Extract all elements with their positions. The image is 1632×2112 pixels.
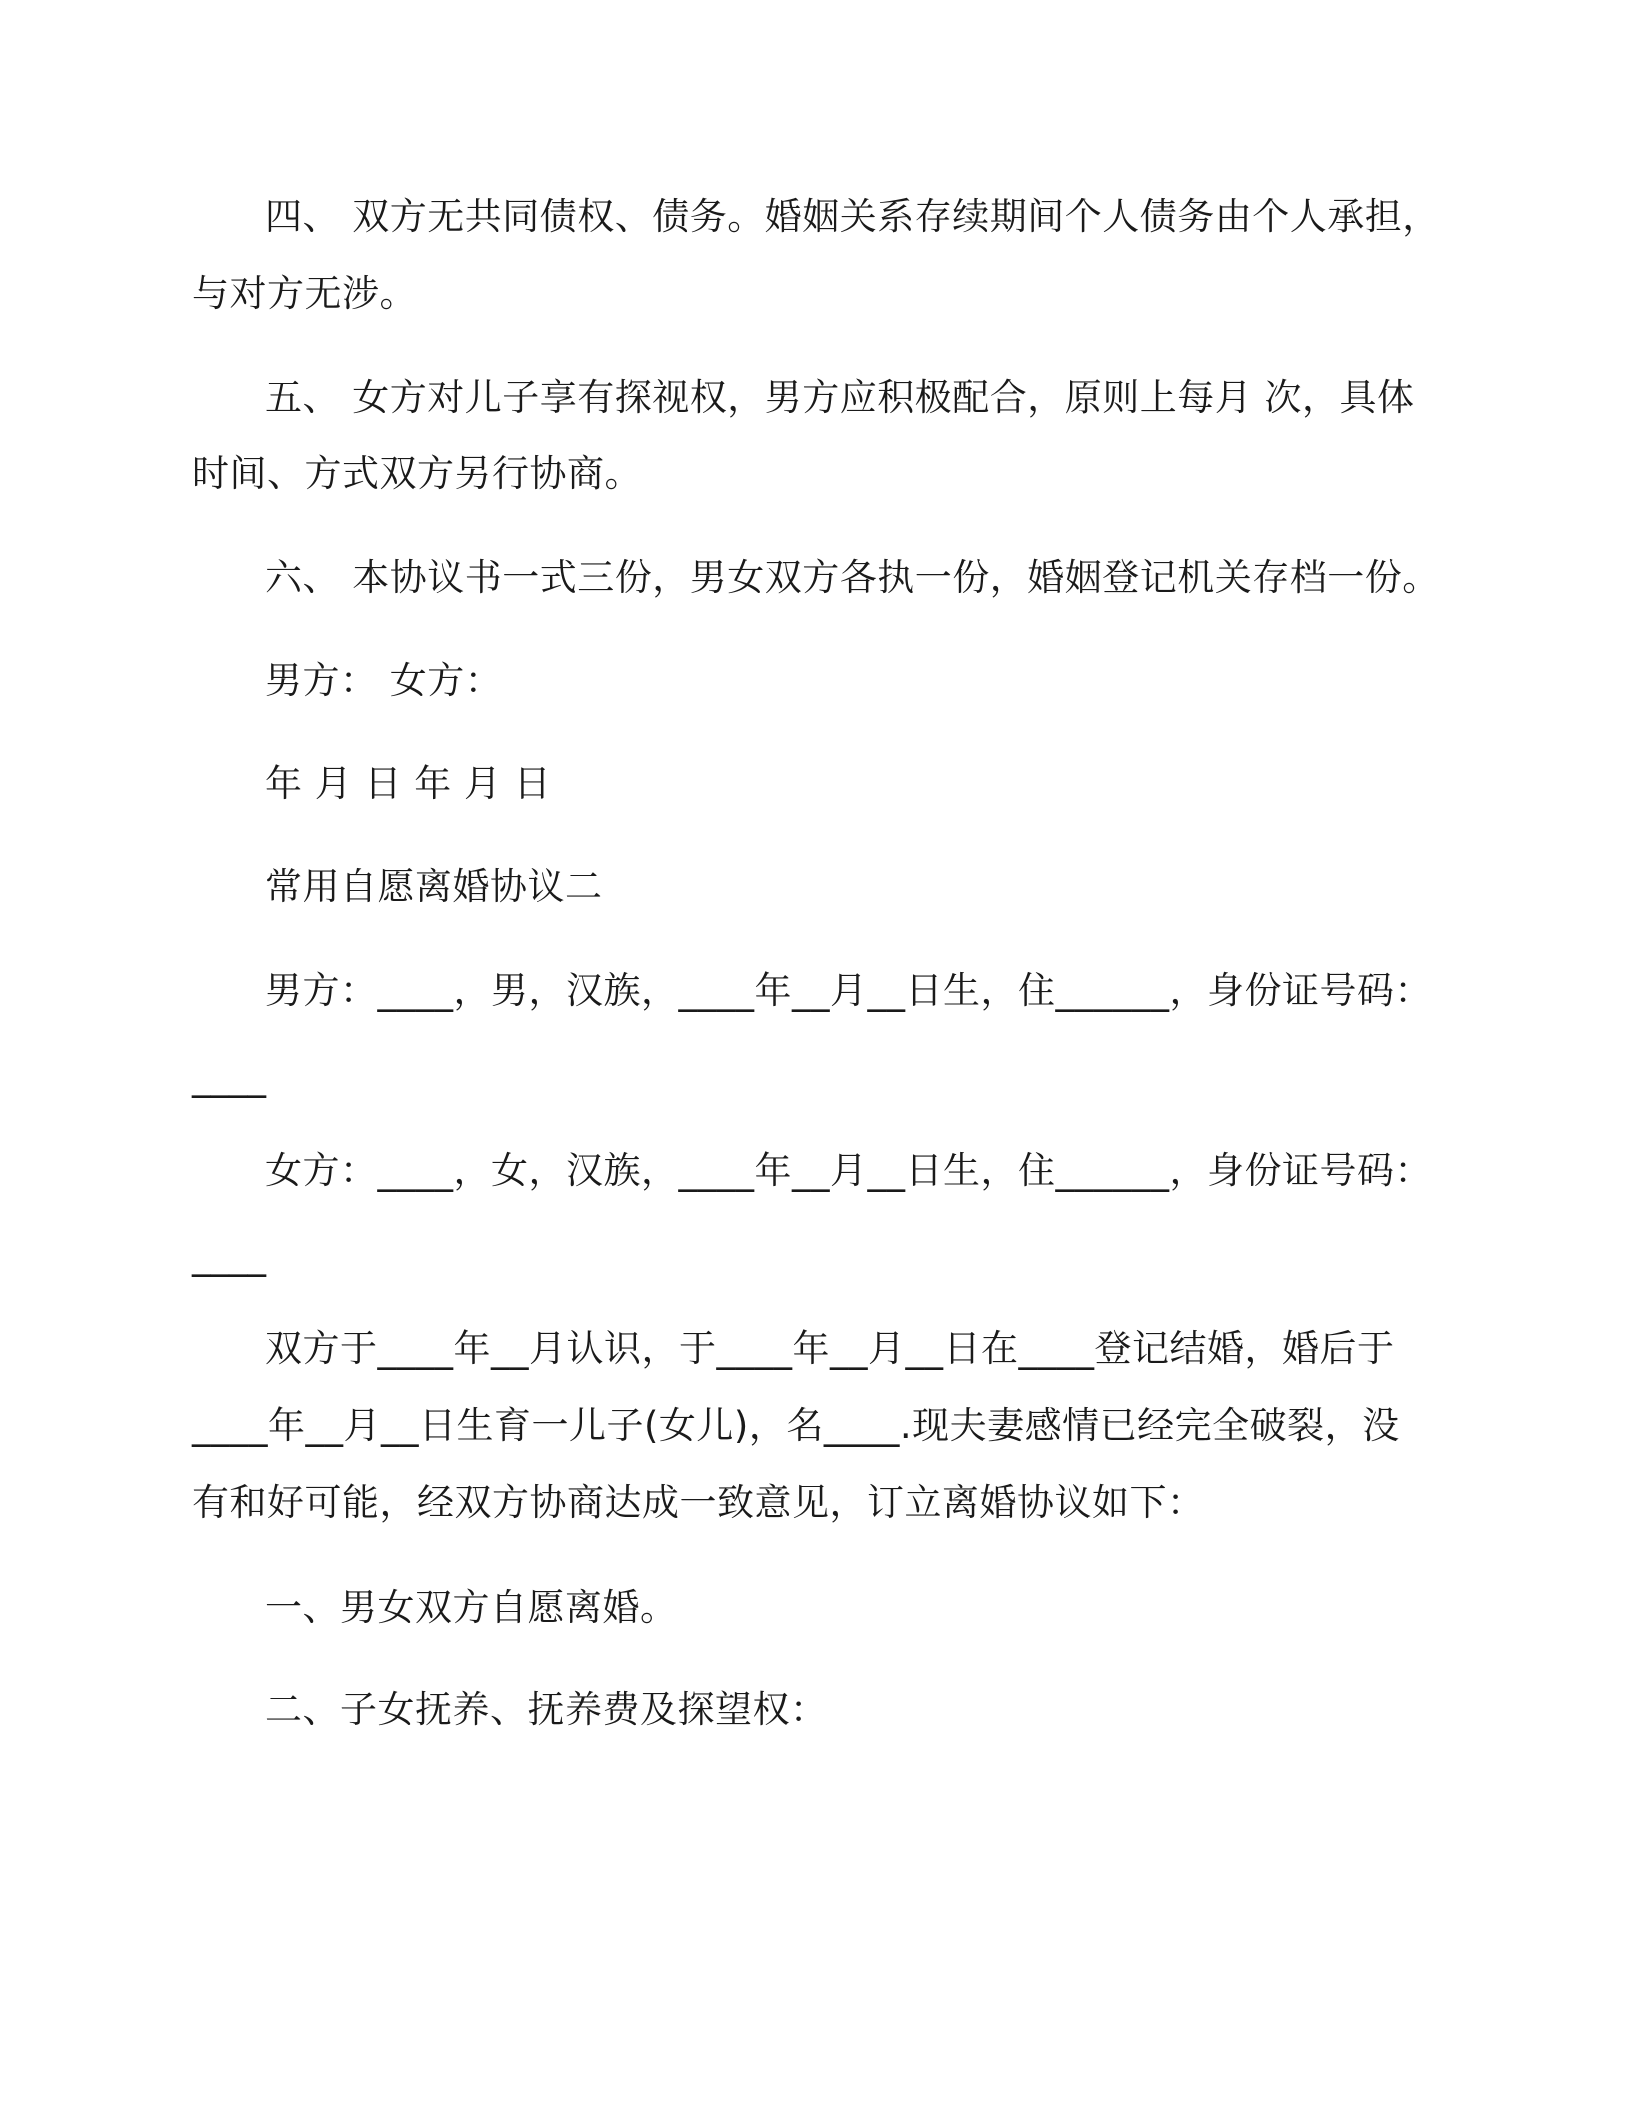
male-party-line-2: ____	[192, 1055, 266, 1098]
both-parties-line-2: ____年__月__日生育一儿子(女儿)，名____.现夫妻感情已经完全破裂，没	[192, 1404, 1400, 1447]
clause-5-line-2: 时间、方式双方另行协商。	[192, 452, 642, 495]
both-parties-line-3: 有和好可能，经双方协商达成一致意见，订立离婚协议如下：	[192, 1481, 1205, 1524]
both-parties-line-1: 双方于____年__月认识，于____年__月__日在____登记结婚，婚后于	[265, 1327, 1395, 1370]
clause-4-line-1: 四、 双方无共同债权、债务。婚姻关系存续期间个人债务由个人承担，	[265, 195, 1440, 238]
clause-6-line-1: 六、 本协议书一式三份，男女双方各执一份，婚姻登记机关存档一份。	[265, 556, 1440, 599]
signature-line: 男方： 女方：	[265, 659, 503, 702]
clause-5-line-1: 五、 女方对儿子享有探视权，男方应积极配合，原则上每月 次，具体	[265, 376, 1415, 419]
female-party-line-2: ____	[192, 1234, 266, 1277]
male-party-line-1: 男方：____，男，汉族，____年__月__日生，住______，身份证号码：	[265, 969, 1432, 1012]
section-title-2: 常用自愿离婚协议二	[265, 865, 603, 908]
clause-1-line: 一、男女双方自愿离婚。	[265, 1586, 678, 1629]
date-line: 年 月 日 年 月 日	[265, 762, 552, 805]
clause-2-line: 二、子女抚养、抚养费及探望权：	[265, 1688, 828, 1731]
clause-4-line-2: 与对方无涉。	[192, 272, 417, 315]
female-party-line-1: 女方：____，女，汉族，____年__月__日生，住______，身份证号码：	[265, 1149, 1432, 1192]
